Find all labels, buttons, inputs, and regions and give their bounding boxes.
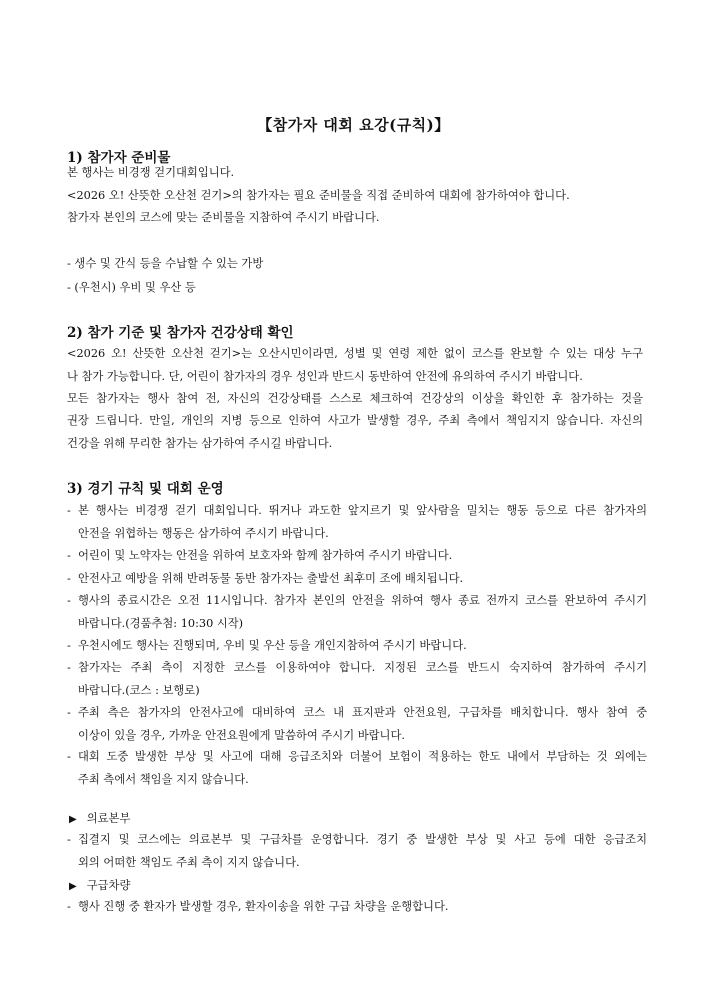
rule-line: 우천시에도 행사는 진행되며, 우비 및 우산 등을 개인지참하여 주시기 바랍니다. <box>78 639 467 652</box>
rule-line: 주최 측에서 책임을 지지 않습니다. <box>78 773 249 786</box>
medical-heading <box>69 810 130 826</box>
medical-line: 집결지 및 코스에는 의료본부 및 구급차를 운영합니다. 경기 중 발생한 부상 및 사고 등에 대한 응급조치 <box>78 833 647 846</box>
section-1-line: 본 행사는 비경쟁 걷기대회입니다. <box>67 166 235 179</box>
triangle-bullet-icon: ▶ <box>69 814 77 825</box>
medical-label: 의료본부 <box>86 812 131 825</box>
dash-marker: - <box>67 639 71 652</box>
rule-line: 본 행사는 비경쟁 걷기 대회입니다. 뛰거나 과도한 앞지르기 및 앞사람을 밀치는 행동 등으로 다른 참가자의 <box>78 504 647 517</box>
document-title: 【참가자 대회 요강(규칙)】 <box>257 116 450 134</box>
section-2-line: 모든 참가자는 행사 참여 전, 자신의 건강상태를 스스로 체크하여 건강상의 이상을 확인한 후 참가하는 것을 <box>67 392 643 405</box>
rule-item <box>67 567 647 590</box>
dash-marker: - <box>67 504 71 517</box>
dash-marker: - <box>67 594 71 607</box>
dash-marker: - <box>67 572 71 585</box>
triangle-bullet-icon: ▶ <box>69 881 77 892</box>
rule-item <box>67 745 647 791</box>
section-2-line: 권장 드립니다. 만일, 개인의 지병 등으로 인하여 사고가 발생할 경우, 주최 측에서 책임지지 않습니다. 자신의 <box>67 414 643 427</box>
rule-item <box>67 656 647 702</box>
rule-line: 바랍니다.(코스 : 보행로) <box>78 684 200 697</box>
rule-item <box>67 589 647 635</box>
section-1-heading: 1) 참가자 준비물 <box>67 150 171 166</box>
rule-line: 안전을 위협하는 행동은 삼가하여 주시기 바랍니다. <box>78 527 329 540</box>
dash-marker: - <box>67 900 71 913</box>
rule-line: 안전사고 예방을 위해 반려동물 동반 참가자는 출발선 최후미 조에 배치됩니다. <box>78 572 464 585</box>
rule-line: 주최 측은 참가자의 안전사고에 대비하여 코스 내 표지판과 안전요원, 구급차를 배치합니다. 행사 참여 중 <box>78 706 647 719</box>
section-1-item: - 생수 및 간식 등을 수납할 수 있는 가방 <box>67 257 264 270</box>
section-2-line: 건강을 위해 무리한 참가는 삼가하여 주시길 바랍니다. <box>67 437 333 450</box>
section-3-heading: 3) 경기 규칙 및 대회 운영 <box>67 481 224 497</box>
ambulance-heading <box>69 877 130 893</box>
dash-marker: - <box>67 549 71 562</box>
rule-line: 대회 도중 발생한 부상 및 사고에 대해 응급조치와 더불어 보험이 적용하는 한도 내에서 부담하는 것 외에는 <box>78 750 647 763</box>
rule-item <box>67 701 647 747</box>
rule-line: 어린이 및 노약자는 안전을 위하여 보호자와 함께 참가하여 주시기 바랍니다. <box>78 549 453 562</box>
ambulance-line: 행사 진행 중 환자가 발생할 경우, 환자이송을 위한 구급 차량을 운행합니다. <box>78 900 449 913</box>
medical-line: 외의 어떠한 책임도 주최 측이 지지 않습니다. <box>78 856 300 869</box>
rule-item <box>67 499 647 545</box>
rule-item <box>67 634 647 657</box>
section-1-item: - (우천시) 우비 및 우산 등 <box>67 281 196 294</box>
section-1-line: <2026 오! 산뜻한 오산천 걷기>의 참가자는 필요 준비물을 직접 준비하여 대회에 참가하여야 합니다. <box>67 189 570 202</box>
dash-marker: - <box>67 750 71 763</box>
rule-line: 이상이 있을 경우, 가까운 안전요원에게 말씀하여 주시기 바랍니다. <box>78 729 405 742</box>
rule-line: 참가자는 주최 측이 지정한 코스를 이용하여야 합니다. 지정된 코스를 반드시 숙지하여 참가하여 주시기 <box>78 661 647 674</box>
medical-item <box>67 828 647 874</box>
section-2-line: 나 참가 가능합니다. 단, 어린이 참가자의 경우 성인과 반드시 동반하여 안전에 유의하여 주시기 바랍니다. <box>67 370 583 383</box>
rule-line: 바랍니다.(경품추첨: 10:30 시작) <box>78 617 244 630</box>
dash-marker: - <box>67 706 71 719</box>
ambulance-item <box>67 895 647 918</box>
rule-line: 행사의 종료시간은 오전 11시입니다. 참가자 본인의 안전을 위하여 행사 종료 전까지 코스를 완보하여 주시기 <box>78 594 647 607</box>
rule-item <box>67 544 647 567</box>
dash-marker: - <box>67 661 71 674</box>
section-1-line: 참가자 본인의 코스에 맞는 준비물을 지참하여 주시기 바랍니다. <box>67 211 380 224</box>
section-2-heading: 2) 참가 기준 및 참가자 건강상태 확인 <box>67 325 294 341</box>
section-2-line: <2026 오! 산뜻한 오산천 걷기>는 오산시민이라면, 성별 및 연령 제한 없이 코스를 완보할 수 있는 대상 누구 <box>67 347 643 360</box>
dash-marker: - <box>67 833 71 846</box>
ambulance-label: 구급차량 <box>86 879 131 892</box>
